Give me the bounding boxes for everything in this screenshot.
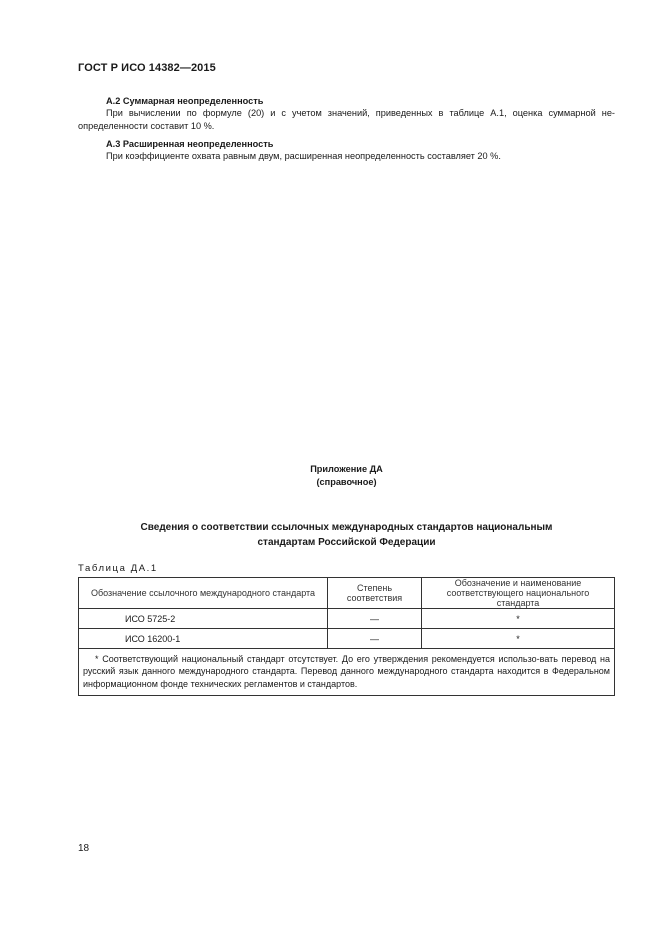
table-cell-national: * [422, 629, 615, 649]
table-cell-international: ИСО 5725-2 [79, 609, 328, 629]
table-header-international: Обозначение ссылочного международного стандарта [79, 578, 328, 609]
correspondence-table [78, 577, 615, 696]
section-a2-text: При вычислении по формуле (20) и с учетом значений, приведенных в таблице А.1, оценка суммарной не-определенности составит 10 %. [78, 108, 615, 131]
table-footnote-row [79, 649, 615, 696]
table-header-row [79, 578, 615, 609]
table-cell-degree: — [328, 609, 422, 629]
appendix-heading-line2: стандартам Российской Федерации [257, 537, 436, 548]
appendix-subtitle: (справочное) [316, 477, 377, 487]
appendix-title: Приложение ДА [310, 464, 383, 474]
table-cell-international: ИСО 16200-1 [79, 629, 328, 649]
table-header-degree: Степень соответствия [328, 578, 422, 609]
table-caption: Таблица ДА.1 [78, 563, 158, 574]
section-a3-heading: А.3 Расширенная неопределенность [106, 139, 274, 149]
section-a2-heading: А.2 Суммарная неопределенность [106, 96, 264, 106]
table-cell-national: * [422, 609, 615, 629]
page-number: 18 [78, 843, 90, 854]
table-footnote: * Соответствующий национальный стандарт отсутствует. До его утверждения рекомендуется использо-вать перевод на русский язык данного международного стандарта. Перевод данного международного стандарта находится в Федеральном информационном фонде технических регламентов и стандартов. [79, 649, 615, 696]
table-row [79, 609, 615, 629]
document-header: ГОСТ Р ИСО 14382—2015 [78, 62, 216, 74]
table-cell-degree: — [328, 629, 422, 649]
table-header-national: Обозначение и наименование соответствующего национального стандарта [422, 578, 615, 609]
section-a3-text: При коэффициенте охвата равным двум, расширенная неопределенность составляет 20 %. [106, 151, 501, 161]
appendix-heading-line1: Сведения о соответствии ссылочных международных стандартов национальным [140, 522, 553, 533]
table-row [79, 629, 615, 649]
